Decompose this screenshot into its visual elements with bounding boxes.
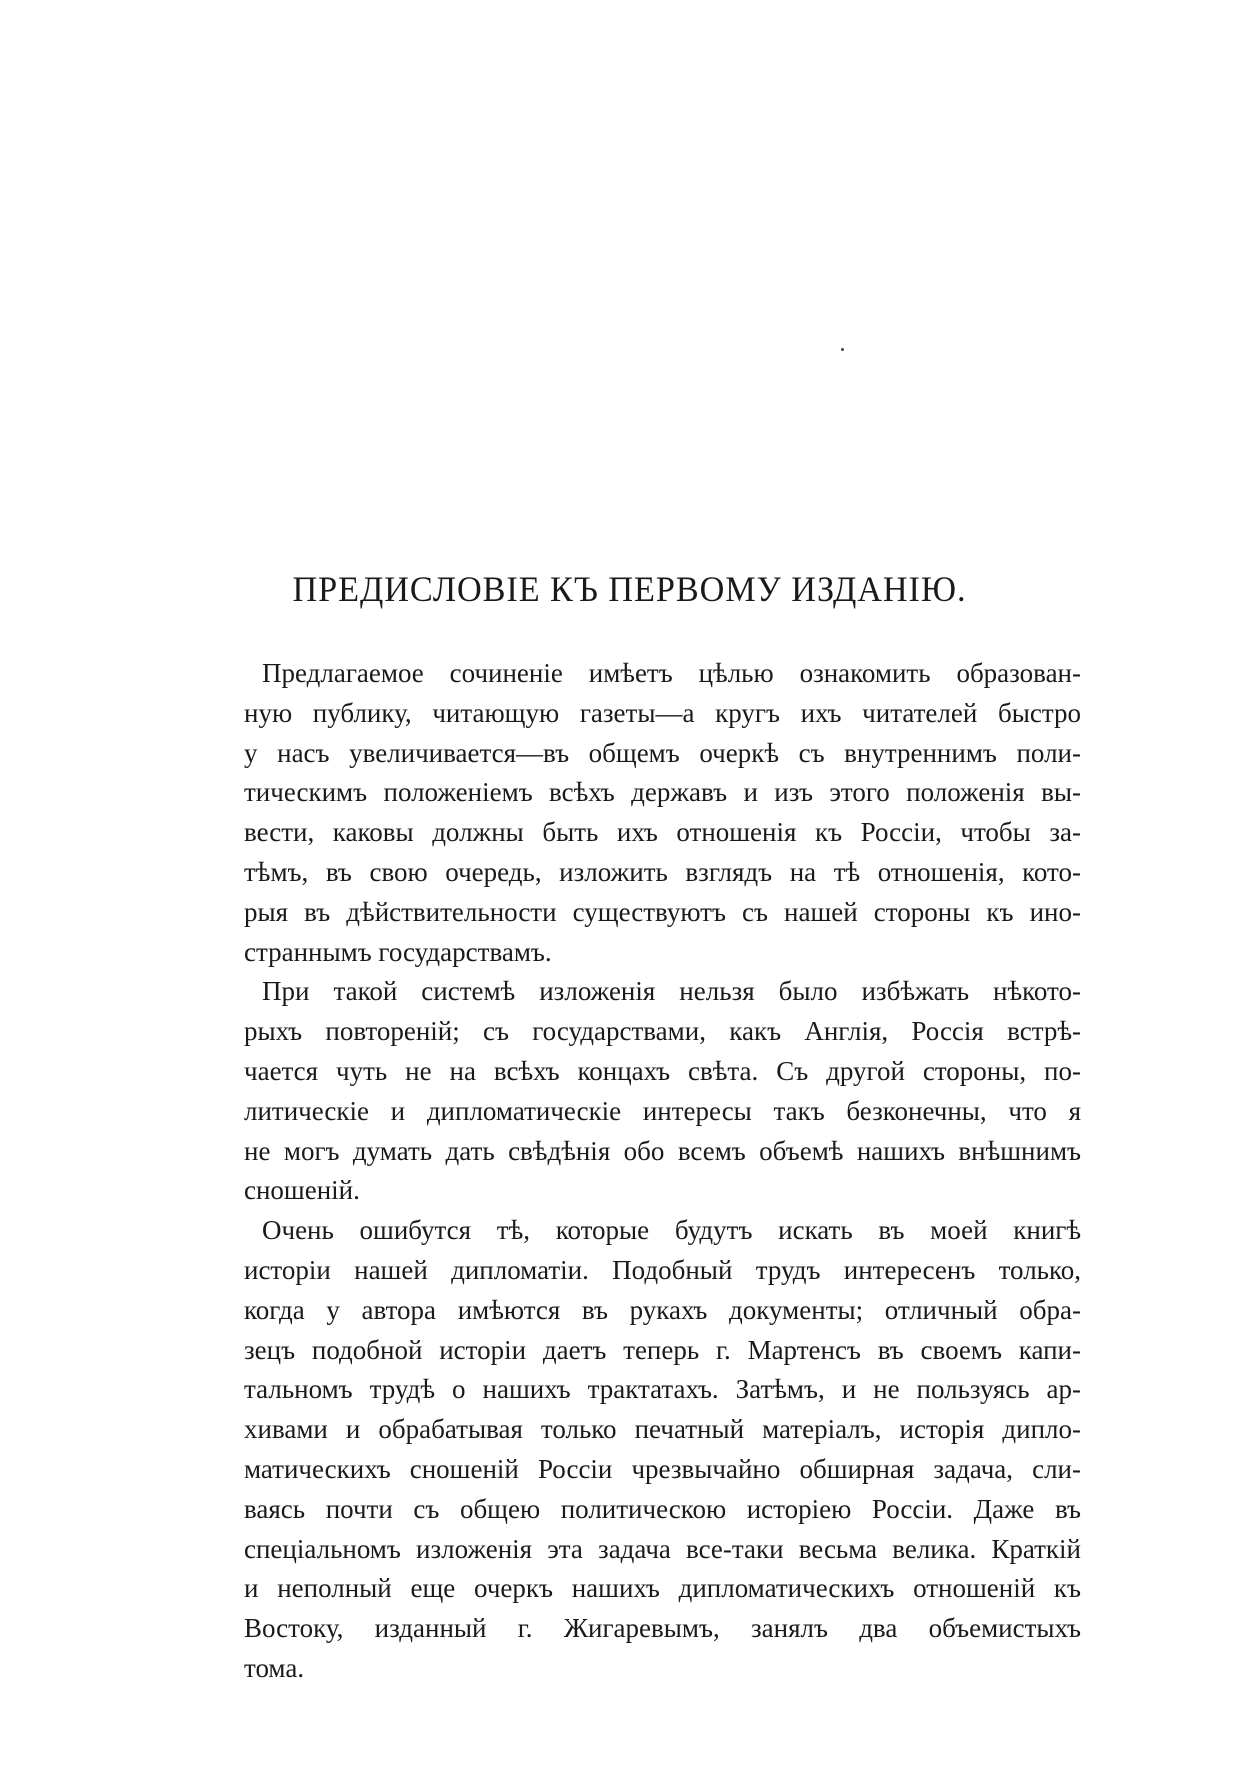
text-line: литическіе и дипломатическіе интересы такъ безконечны, что я xyxy=(244,1095,1081,1126)
text-line: тическимъ положеніемъ всѣхъ державъ и изъ этого положенія вы- xyxy=(244,777,1081,808)
page-title: ПРЕДИСЛОВІЕ КЪ ПЕРВОМУ ИЗДАНІЮ. xyxy=(292,569,967,609)
preface-body xyxy=(244,654,1081,1689)
text-line: При такой системѣ изложенія нельзя было избѣжать нѣкото- xyxy=(262,976,1081,1007)
paragraph-2 xyxy=(244,972,1081,1211)
text-line: ваясь почти съ общею политическою исторіею Россіи. Даже въ xyxy=(244,1493,1081,1524)
text-line: у насъ увеличивается—въ общемъ очеркѣ съ внутреннимъ поли- xyxy=(244,737,1081,768)
text-line: рыхъ повтореній; съ государствами, какъ Англія, Россія встрѣ- xyxy=(244,1016,1081,1047)
print-speck xyxy=(841,348,844,351)
text-line: ную публику, читающую газеты—а кругъ ихъ читателей быстро xyxy=(244,697,1081,728)
text-line: когда у автора имѣются въ рукахъ документы; отличный обра- xyxy=(244,1294,1081,1325)
text-line: вести, каковы должны быть ихъ отношенія къ Россіи, чтобы за- xyxy=(244,817,1081,848)
text-line: и неполный еще очеркъ нашихъ дипломатическихъ отношеній къ xyxy=(244,1573,1081,1604)
text-line: чается чуть не на всѣхъ концахъ свѣта. Съ другой стороны, по- xyxy=(244,1055,1081,1086)
text-line: матическихъ сношеній Россіи чрезвычайно обширная задача, сли- xyxy=(244,1453,1081,1484)
paragraph-3 xyxy=(244,1211,1081,1689)
text-line: Востоку, изданный г. Жигаревымъ, занялъ два объемистыхъ xyxy=(244,1613,1081,1644)
text-line: спеціальномъ изложенія эта задача все-таки весьма велика. Краткій xyxy=(244,1533,1081,1564)
text-line: исторіи нашей дипломатіи. Подобный трудъ интересенъ только, xyxy=(244,1254,1081,1285)
text-line: не могъ думать дать свѣдѣнія обо всемъ объемѣ нашихъ внѣшнимъ xyxy=(244,1135,1081,1166)
text-line: тальномъ трудѣ о нашихъ трактатахъ. Затѣмъ, и не пользуясь ар- xyxy=(244,1374,1081,1405)
text-line: Очень ошибутся тѣ, которые будутъ искать въ моей книгѣ xyxy=(262,1215,1081,1246)
paragraph-1 xyxy=(244,654,1081,972)
text-line: тѣмъ, въ свою очередь, изложить взглядъ на тѣ отношенія, кото- xyxy=(244,856,1081,887)
text-line: рыя въ дѣйствительности существуютъ съ нашей стороны къ ино- xyxy=(244,896,1081,927)
text-line: Предлагаемое сочиненіе имѣетъ цѣлью ознакомить образован- xyxy=(262,658,1081,688)
text-line: хивами и обрабатывая только печатный матеріалъ, исторія дипло- xyxy=(244,1414,1081,1445)
text-line: тома. xyxy=(244,1652,305,1683)
text-line: сношеній. xyxy=(244,1175,360,1206)
text-line: зецъ подобной исторіи даетъ теперь г. Мартенсъ въ своемъ капи- xyxy=(244,1334,1081,1365)
text-line: страннымъ государствамъ. xyxy=(244,936,552,967)
